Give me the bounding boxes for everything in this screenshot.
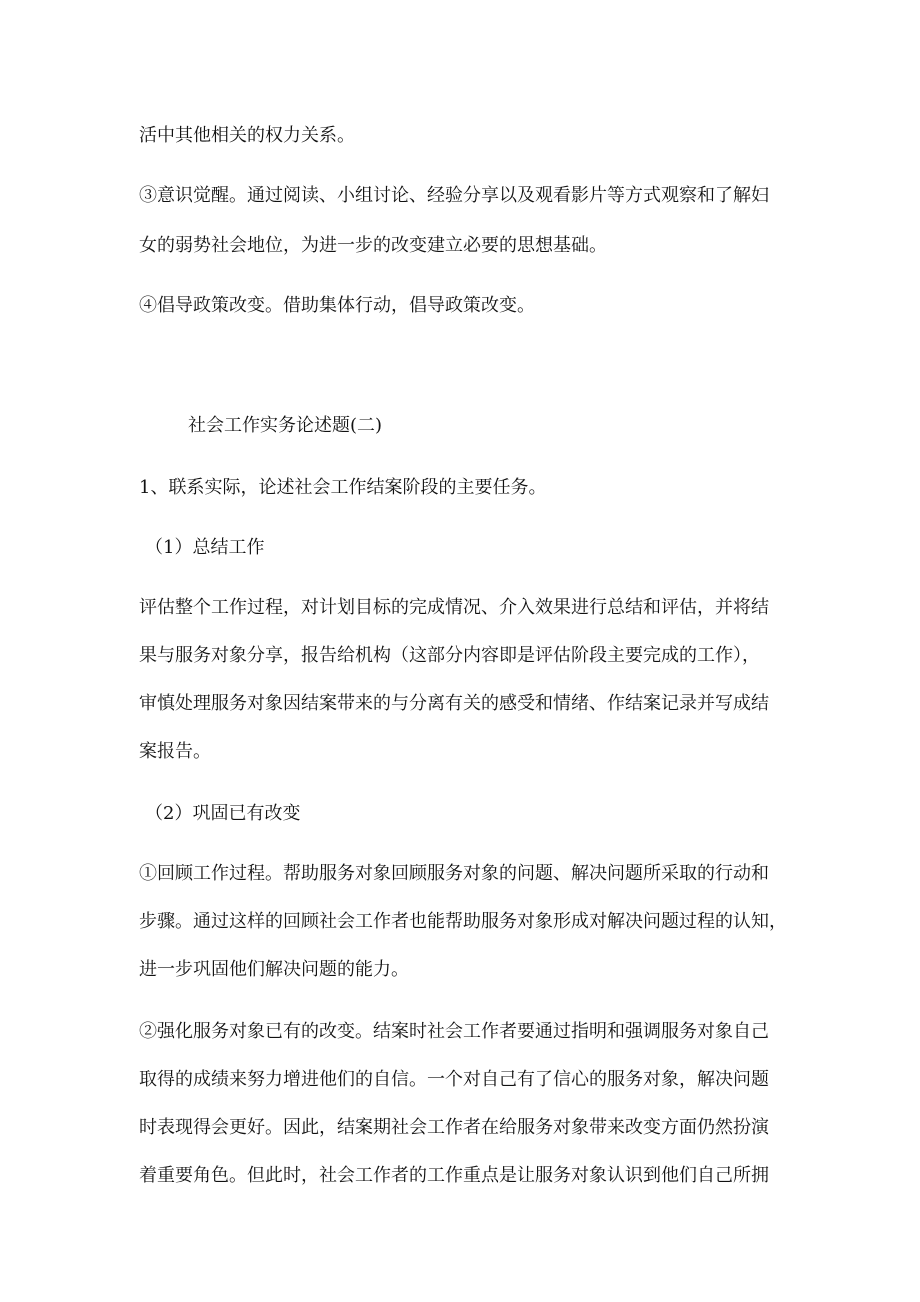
paragraph-line: ①回顾工作过程。帮助服务对象回顾服务对象的问题、解决问题所采取的行动和 [139, 863, 769, 884]
paragraph-line: 评估整个工作过程，对计划目标的完成情况、介入效果进行总结和评估，并将结 [139, 597, 769, 618]
paragraph-line: 审慎处理服务对象因结案带来的与分离有关的感受和情绪、作结案记录并写成结 [139, 693, 769, 714]
paragraph-line: 步骤。通过这样的回顾社会工作者也能帮助服务对象形成对解决问题过程的认知， [139, 911, 787, 932]
paragraph-line: ②强化服务对象已有的改变。结案时社会工作者要通过指明和强调服务对象自己 [139, 1021, 769, 1042]
subheading: （1）总结工作 [145, 537, 265, 558]
section-title: 社会工作实务论述题(二) [188, 415, 383, 436]
paragraph-line: 案报告。 [139, 741, 211, 762]
question-heading: 1、联系实际，论述社会工作结案阶段的主要任务。 [139, 477, 547, 498]
paragraph-line: ③意识觉醒。通过阅读、小组讨论、经验分享以及观看影片等方式观察和了解妇 [139, 185, 769, 206]
paragraph-line: 着重要角色。但此时，社会工作者的工作重点是让服务对象认识到他们自己所拥 [139, 1165, 769, 1186]
paragraph-line: 活中其他相关的权力关系。 [139, 125, 355, 146]
paragraph-line: 时表现得会更好。因此，结案期社会工作者在给服务对象带来改变方面仍然扮演 [139, 1117, 769, 1138]
paragraph-line: 果与服务对象分享，报告给机构（这部分内容即是评估阶段主要完成的工作）， [139, 645, 760, 666]
paragraph-line: ④倡导政策改变。借助集体行动，倡导政策改变。 [139, 295, 535, 316]
paragraph-line: 女的弱势社会地位，为进一步的改变建立必要的思想基础。 [139, 235, 607, 256]
subheading: （2）巩固已有改变 [145, 803, 301, 824]
paragraph-line: 进一步巩固他们解决问题的能力。 [139, 959, 409, 980]
paragraph-line: 取得的成绩来努力增进他们的自信。一个对自己有了信心的服务对象，解决问题 [139, 1069, 769, 1090]
